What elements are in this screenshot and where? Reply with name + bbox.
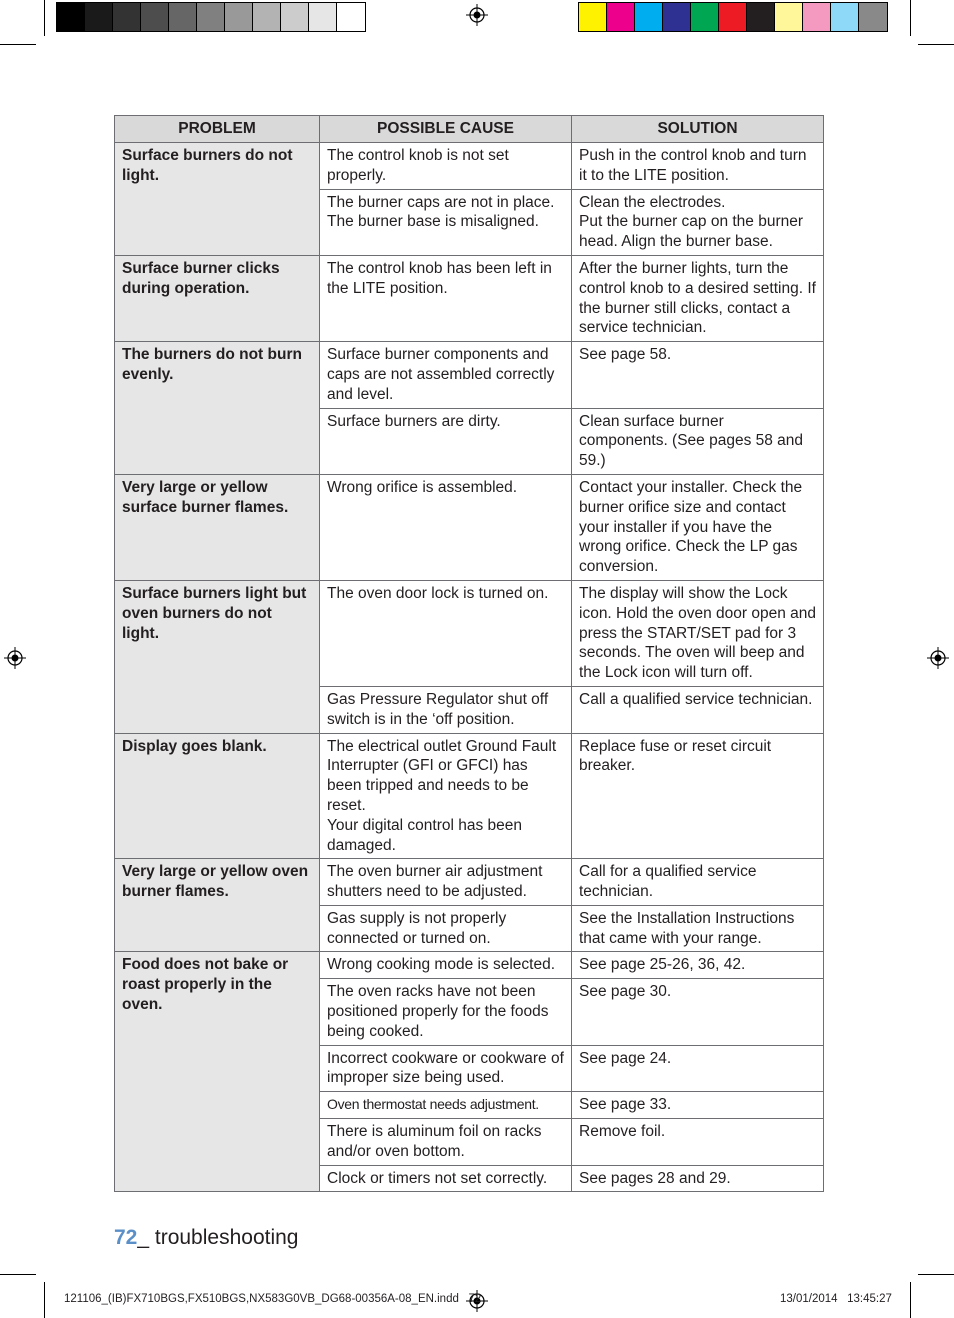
solution-cell: Clean surface burner components. (See pages 58 and 59.) (572, 408, 824, 474)
cause-cell: Clock or timers not set correctly. (320, 1165, 572, 1192)
print-file-name: 121106_(IB)FX710BGS,FX510BGS,NX583G0VB_DG68-00356A-08_EN.indd 72 (64, 1293, 482, 1305)
column-header-cause: POSSIBLE CAUSE (320, 116, 572, 143)
crop-mark (910, 1282, 911, 1318)
solution-cell: See page 25-26, 36, 42. (572, 952, 824, 979)
color-swatch (719, 3, 747, 31)
color-swatch (85, 3, 113, 31)
color-swatch (803, 3, 831, 31)
table-row (115, 143, 824, 190)
color-swatch (281, 3, 309, 31)
solution-cell: See page 58. (572, 342, 824, 408)
color-swatch (225, 3, 253, 31)
solution-cell: Push in the control knob and turn it to the LITE position. (572, 143, 824, 190)
page-number: 72 (114, 1226, 138, 1249)
color-swatch (859, 3, 887, 31)
solution-cell: Remove foil. (572, 1119, 824, 1166)
registration-mark-icon (4, 647, 26, 669)
problem-cell: Surface burners do not light. (115, 143, 320, 256)
color-swatch (635, 3, 663, 31)
color-swatch (253, 3, 281, 31)
column-header-problem: PROBLEM (115, 116, 320, 143)
table-row (115, 474, 824, 580)
color-swatch (169, 3, 197, 31)
color-swatch (691, 3, 719, 31)
problem-cell: Display goes blank. (115, 733, 320, 859)
solution-cell: See page 30. (572, 979, 824, 1045)
color-swatch (579, 3, 607, 31)
cause-cell (320, 733, 572, 859)
cause-cell: Oven thermostat needs adjustment. (320, 1092, 572, 1119)
cause-cell: Wrong cooking mode is selected. (320, 952, 572, 979)
color-swatch (831, 3, 859, 31)
problem-cell: Surface burners light but oven burners do not light. (115, 580, 320, 733)
troubleshooting-table (114, 115, 824, 1192)
cell-line: Put the burner cap on the burner head. Align the burner base. (579, 213, 804, 251)
solution-cell: The display will show the Lock icon. Hold the oven door open and press the START/SET pad for 3 seconds. The oven will beep and the Lock icon will turn off. (572, 580, 824, 686)
cell-line: Your digital control has been damaged. (327, 816, 523, 854)
color-swatch (141, 3, 169, 31)
crop-mark (918, 44, 954, 45)
cause-cell: The oven burner air adjustment shutters need to be adjusted. (320, 859, 572, 906)
process-color-bar (578, 2, 888, 32)
table-row (115, 255, 824, 341)
solution-cell: Call a qualified service technician. (572, 686, 824, 733)
cause-cell: Gas Pressure Regulator shut off switch is in the ‘off position. (320, 686, 572, 733)
color-swatch (337, 3, 365, 31)
cause-cell: Incorrect cookware or cookware of improper size being used. (320, 1045, 572, 1092)
cell-line: The electrical outlet Ground Fault Interrupter (GFI or GFCI) has been tripped and needs to be reset. (327, 737, 557, 814)
registration-mark-icon (466, 4, 488, 26)
solution-cell: Call for a qualified service technician. (572, 859, 824, 906)
crop-mark (44, 0, 45, 36)
crop-mark (0, 44, 36, 45)
cell-line: Clean the electrodes. (579, 193, 726, 211)
color-swatch (747, 3, 775, 31)
table-row (115, 733, 824, 859)
section-name: _ troubleshooting (137, 1226, 299, 1249)
cause-cell: Surface burner components and caps are not assembled correctly and level. (320, 342, 572, 408)
solution-cell (572, 189, 824, 255)
table-row (115, 952, 824, 979)
registration-mark-icon (927, 647, 949, 669)
problem-cell: Surface burner clicks during operation. (115, 255, 320, 341)
solution-cell: See pages 28 and 29. (572, 1165, 824, 1192)
color-swatch (607, 3, 635, 31)
cause-cell: There is aluminum foil on racks and/or oven bottom. (320, 1119, 572, 1166)
table-row (115, 580, 824, 686)
solution-cell: Replace fuse or reset circuit breaker. (572, 733, 824, 859)
color-swatch (57, 3, 85, 31)
color-swatch (775, 3, 803, 31)
problem-cell: Very large or yellow surface burner flames. (115, 474, 320, 580)
solution-cell: See page 24. (572, 1045, 824, 1092)
color-swatch (197, 3, 225, 31)
cause-cell: The control knob is not set properly. (320, 143, 572, 190)
table-body (115, 143, 824, 1192)
cause-cell: Wrong orifice is assembled. (320, 474, 572, 580)
problem-cell: Food does not bake or roast properly in the oven. (115, 952, 320, 1192)
solution-cell: After the burner lights, turn the control knob to a desired setting. If the burner still clicks, contact a service technician. (572, 255, 824, 341)
solution-cell: Contact your installer. Check the burner orifice size and contact your installer if you have the wrong orifice. Check the LP gas conversion. (572, 474, 824, 580)
cause-cell: The oven door lock is turned on. (320, 580, 572, 686)
table-header-row (115, 116, 824, 143)
color-swatch (309, 3, 337, 31)
page-footer-title (114, 1226, 298, 1250)
crop-mark (0, 1274, 36, 1275)
cause-cell: Gas supply is not properly connected or turned on. (320, 905, 572, 952)
cause-cell: The control knob has been left in the LITE position. (320, 255, 572, 341)
gray-color-bar (56, 2, 366, 32)
solution-cell: See the Installation Instructions that came with your range. (572, 905, 824, 952)
solution-cell: See page 33. (572, 1092, 824, 1119)
problem-cell: The burners do not burn evenly. (115, 342, 320, 475)
cause-cell: The oven racks have not been positioned properly for the foods being cooked. (320, 979, 572, 1045)
color-swatch (663, 3, 691, 31)
column-header-solution: SOLUTION (572, 116, 824, 143)
color-swatch (113, 3, 141, 31)
cause-cell: The burner caps are not in place. The burner base is misaligned. (320, 189, 572, 255)
print-date-time: 13/01/2014 13:45:27 (780, 1293, 892, 1305)
crop-mark (44, 1282, 45, 1318)
table-row (115, 342, 824, 408)
cause-cell: Surface burners are dirty. (320, 408, 572, 474)
crop-mark (910, 0, 911, 36)
table-row (115, 859, 824, 906)
problem-cell: Very large or yellow oven burner flames. (115, 859, 320, 952)
crop-mark (918, 1274, 954, 1275)
